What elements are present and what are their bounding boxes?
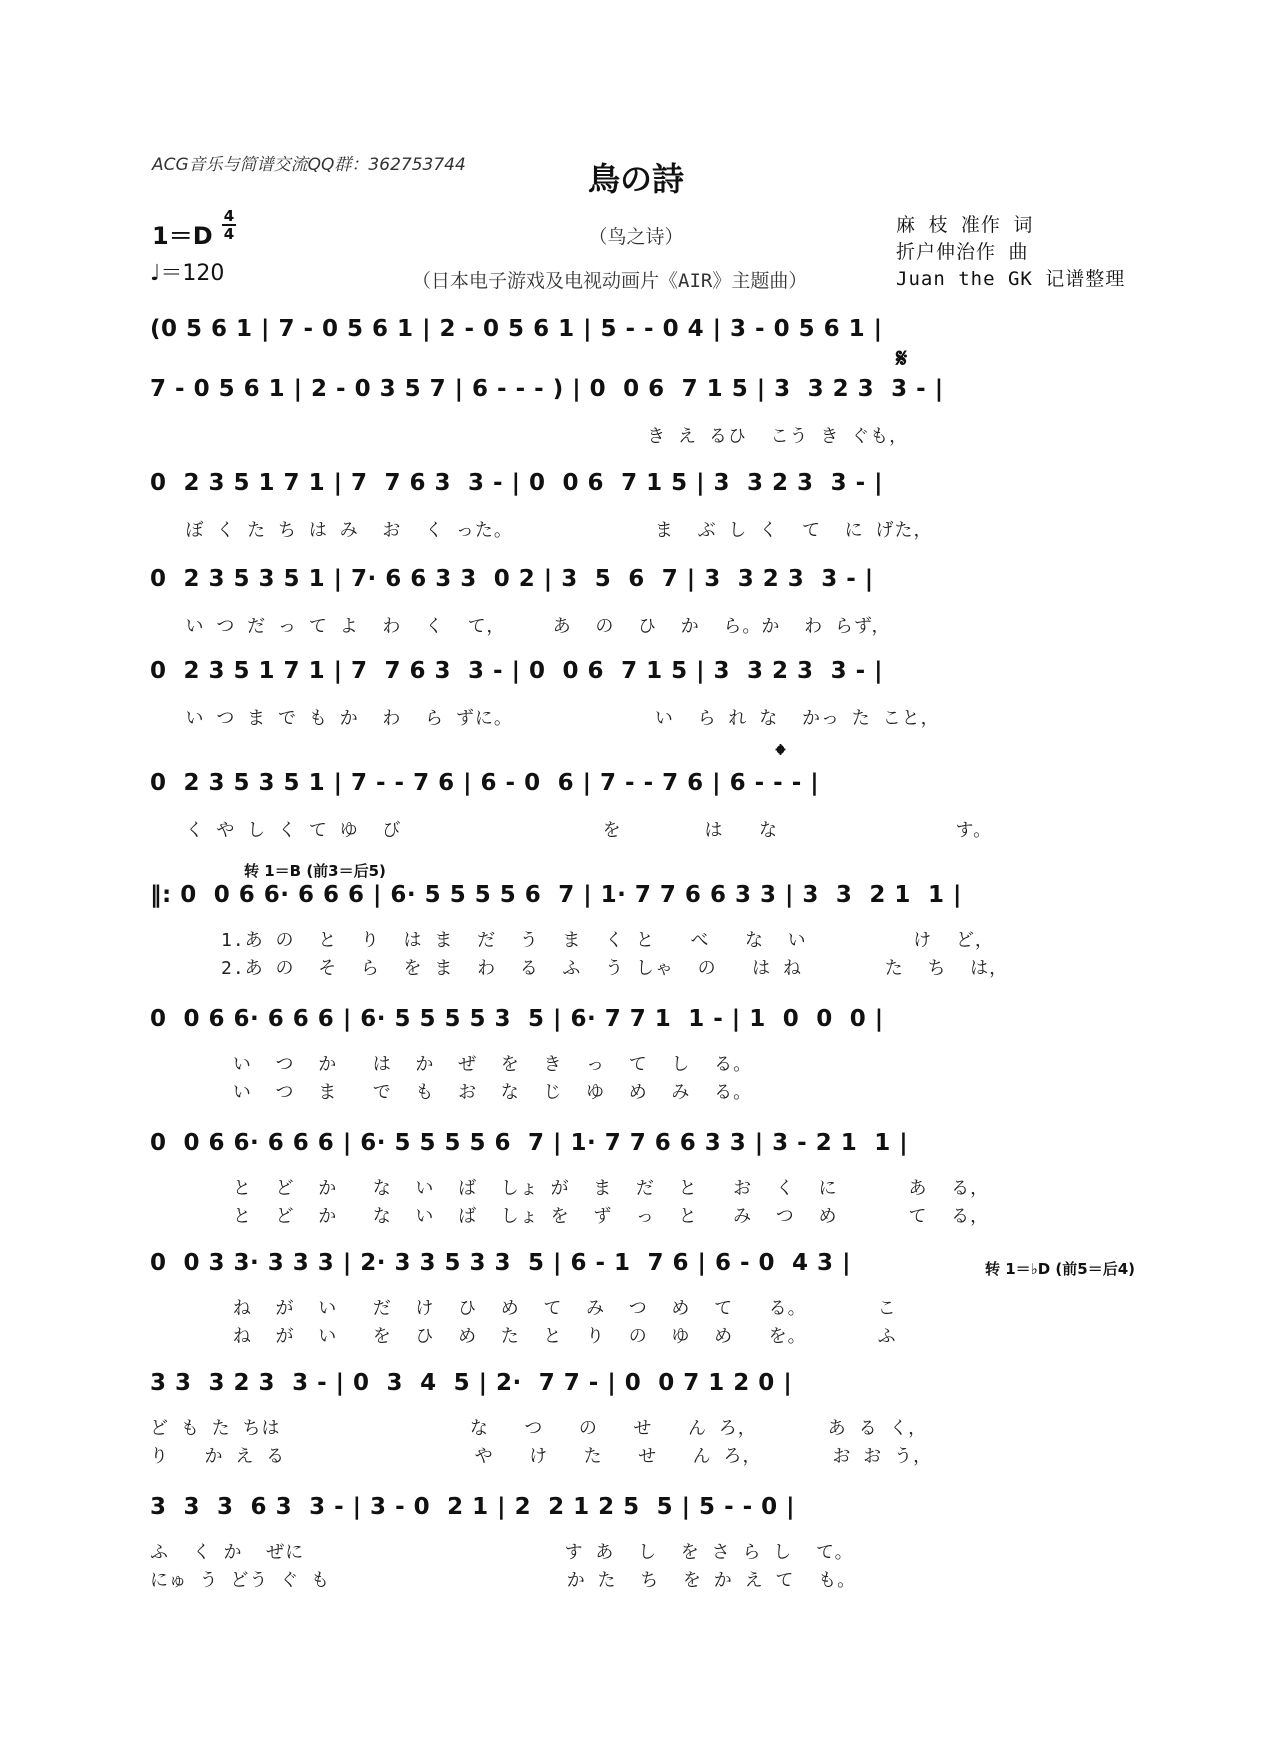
lyric-line: き え るひ こう き ぐも，: [150, 426, 909, 447]
lyric-line: い つ か は か ぜ を き っ て し る。: [150, 1054, 753, 1075]
qq-group-note: ACG音乐与简谱交流QQ群：362753744: [152, 155, 466, 175]
lyric-line: 1.あ の と り は ま だ う ま く と べ な い け ど，: [150, 930, 994, 951]
score-line: 7 - 0 5 6 1 | 2 - 0 3 5 7 | 6 - - - ) | 0 0 6 7 1 5 | 3 3 2 3 3 - |: [150, 376, 944, 402]
score-line: 0 0 3 3· 3 3 3 | 2· 3 3 5 3 3 5 | 6 - 1 7 6 | 6 - 0 4 3 |: [150, 1250, 851, 1276]
song-title: 鳥の詩: [587, 160, 684, 198]
modulation-to-bd: 转 1＝♭D (前5＝后4): [985, 1260, 1135, 1278]
lyric-line: ふ く か ぜに す あ し を さ ら し て。: [150, 1542, 854, 1563]
score-line: 0 2 3 5 1 7 1 | 7 7 6 3 3 - | 0 0 6 7 1 5 | 3 3 2 3 3 - |: [150, 658, 884, 684]
score-line: (0 5 6 1 | 7 - 0 5 6 1 | 2 - 0 5 6 1 | 5 - - 0 4 | 3 - 0 5 6 1 |: [150, 316, 883, 342]
lyric-line: く や し く て ゆ び を は な す。: [150, 820, 993, 841]
score-line: ‖: 0 0 6 6· 6 6 6 | 6· 5 5 5 5 6 7 | 1· 7 7 6 6 3 3 | 3 3 2 1 1 |: [150, 882, 962, 908]
key-signature: 1＝D: [152, 222, 213, 250]
lyric-line: ぼ く た ち は み お く った。 ま ぶ し く て に げた，: [150, 520, 933, 541]
score-line: 0 0 6 6· 6 6 6 | 6· 5 5 5 5 6 7 | 1· 7 7 6 6 3 3 | 3 - 2 1 1 |: [150, 1130, 909, 1156]
lyric-line: と ど か な い ば しょ を ず っ と み つ め て る，: [150, 1206, 990, 1227]
segno-mark: 𝄋: [896, 344, 908, 374]
lyric-line: り か え る や け た せ ん ろ， お お う，: [150, 1446, 933, 1467]
score-line: 3 3 3 2 3 3 - | 0 3 4 5 | 2· 7 7 - | 0 0 7 1 2 0 |: [150, 1370, 793, 1396]
time-signature: [222, 208, 236, 242]
score-line: 0 2 3 5 3 5 1 | 7· 6 6 3 3 0 2 | 3 5 6 7 | 3 3 2 3 3 - |: [150, 566, 874, 592]
lyric-line: ど も た ちは な つ の せ ん ろ， あ る く，: [150, 1418, 928, 1439]
score-line: 0 2 3 5 3 5 1 | 7 - - 7 6 | 6 - 0 6 | 7 - - 7 6 | 6 - - - |: [150, 770, 820, 796]
lyric-line: と ど か な い ば しょ が ま だ と お く に あ る，: [150, 1178, 990, 1199]
lyric-line: 2.あ の そ ら を ま わ る ふ う しゃ の は ね た ち は，: [150, 958, 1009, 979]
coda-mark: 𝄌: [776, 740, 785, 770]
lyric-line: にゅ う どう ぐ も か た ち を か え て も。: [150, 1570, 857, 1591]
lyric-line: ね が い を ひ め た と り の ゆ め を。 ふ: [150, 1326, 897, 1347]
time-signature-top: 4: [223, 207, 235, 225]
lyricist-credit: 麻 枝 准作 词: [896, 214, 1034, 236]
lyric-line: ね が い だ け ひ め て み つ め て る。 こ: [150, 1298, 897, 1319]
composer-credit: 折户伸治作 曲: [896, 241, 1029, 263]
time-signature-bottom: 4: [223, 225, 235, 243]
modulation-to-b: 转 1＝B (前3＝后5): [244, 862, 386, 880]
lyric-line: い つ ま で も お な じ ゆ め み る。: [150, 1082, 753, 1103]
score-line: 0 2 3 5 1 7 1 | 7 7 6 3 3 - | 0 0 6 7 1 5 | 3 3 2 3 3 - |: [150, 470, 884, 496]
song-source: （日本电子游戏及电视动画片《AIR》主题曲）: [412, 270, 808, 292]
arranger-credit: Juan the GK 记谱整理: [896, 268, 1126, 290]
score-line: 3 3 3 6 3 3 - | 3 - 0 2 1 | 2 2 1 2 5 5 | 5 - - 0 |: [150, 1494, 796, 1520]
lyric-line: い つ ま で も か わ ら ずに。 い ら れ な かっ た こと，: [150, 708, 940, 729]
tempo-marking: ♩＝120: [150, 261, 225, 286]
score-line: 0 0 6 6· 6 6 6 | 6· 5 5 5 5 3 5 | 6· 7 7 1 1 - | 1 0 0 0 |: [150, 1006, 884, 1032]
song-subtitle: （鸟之诗）: [588, 226, 684, 248]
lyric-line: い つ だ っ て よ わ く て， あ の ひ か ら。か わ らず，: [150, 616, 891, 637]
